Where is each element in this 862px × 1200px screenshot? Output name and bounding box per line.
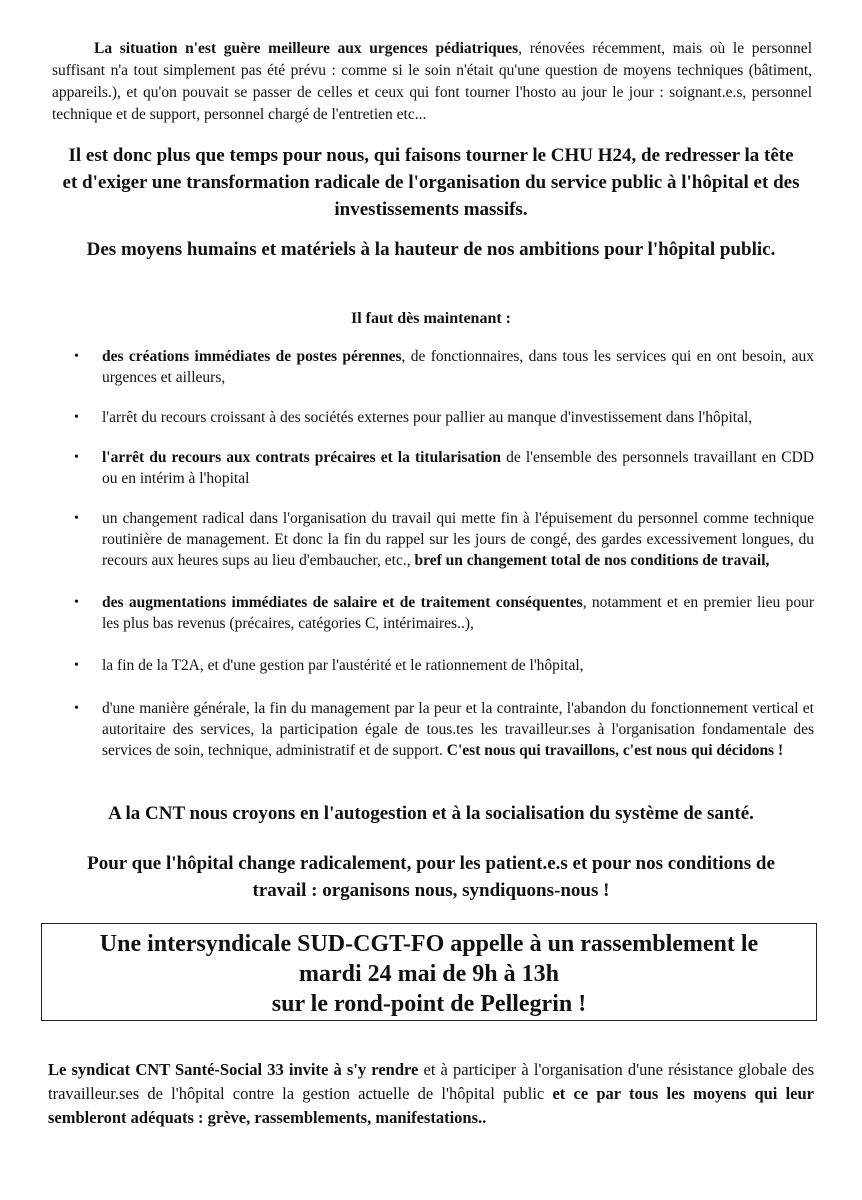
headline-means: Des moyens humains et matériels à la hauteur de nos ambitions pour l'hôpital public. (86, 239, 776, 260)
demand-bold: des augmentations immédiates de salaire et de traitement conséquentes (102, 594, 583, 611)
demand-item-external-companies (72, 407, 814, 428)
demand-text: un changement radical dans l'organisation du travail qui mette fin à l'épuisement du personnel comme technique routinière de management. Et donc la fin du rappel sur les jours de congé, des gardes excessivement longues, du recours aux heures sups au lieu d'embaucher, etc., (102, 510, 814, 569)
closing-text: et à participer à l'organisation d'une résistance globale des travailleur.ses de l'hôpital contre la gestion actuelle de l'hôpital public (48, 1060, 814, 1103)
rally-announcement-box (41, 923, 817, 1021)
demand-bold: l'arrêt du recours aux contrats précaires et la titularisation (102, 449, 502, 466)
bullet-icon: • (74, 595, 79, 610)
demand-text: , notamment et en premier lieu pour les plus bas revenus (précaires, catégories C, intérimaires..), (102, 594, 814, 632)
demand-item-precarious-contracts (72, 447, 814, 489)
demand-bold-tail: C'est nous qui travaillons, c'est nous qui décidons ! (446, 742, 784, 759)
organize-call: Pour que l'hôpital change radicalement, pour les patient.e.s et pour nos conditions de travail : organisons nous, syndiquons-nous ! (87, 853, 775, 901)
closing-bold-tail: et ce par tous les moyens qui leur sembleront adéquats : grève, rassemblements, manifestations.. (48, 1084, 814, 1127)
demand-item-permanent-posts (72, 346, 814, 388)
demand-text: de l'ensemble des personnels travaillant en CDD ou en intérim à l'hopital (102, 449, 815, 487)
demands-list (72, 346, 814, 761)
demand-bold: des créations immédiates de postes pérennes (102, 348, 402, 365)
intro-bold-lead: La situation n'est guère meilleure aux urgences pédiatriques (94, 40, 519, 57)
closing-paragraph (48, 1058, 814, 1130)
intro-text: , rénovées récemment, mais où le personnel suffisant n'a tout simplement pas été prévu : comme si le soin n'était qu'une question de moyens techniques (bâtiment, appareils.), et qu'on pouvait se passer de celles et ceux qui font tourner l'hosto au jour le jour : soignant.e.s, personnel technique et de support, personnel chargé de l'entretien etc... (52, 40, 812, 123)
demand-item-end-t2a (72, 655, 814, 676)
bullet-icon: • (74, 701, 79, 716)
bullet-icon: • (74, 349, 79, 364)
bullet-icon: • (74, 450, 79, 465)
demands-subheading: Il faut dès maintenant : (350, 310, 511, 327)
demand-text: l'arrêt du recours croissant à des sociétés externes pour pallier au manque d'investissement dans l'hôpital, (102, 409, 753, 426)
cnt-statement: A la CNT nous croyons en l'autogestion et à la socialisation du système de santé. (108, 803, 754, 824)
bullet-icon: • (74, 511, 79, 526)
rally-line-3: sur le rond-point de Pellegrin ! (271, 991, 587, 1017)
bullet-icon: • (74, 410, 79, 425)
closing-bold-lead: Le syndicat CNT Santé-Social 33 invite à s'y rendre (48, 1060, 419, 1079)
headline-demand-transformation: Il est donc plus que temps pour nous, qui faisons tourner le CHU H24, de redresser la tête et d'exiger une transformation radicale de l'organisation du service public à l'hôpital et des investissements massifs. (62, 145, 800, 220)
demand-item-salary-increases (72, 592, 814, 634)
rally-line-1: Une intersyndicale SUD-CGT-FO appelle à un rassemblement le (99, 931, 759, 957)
rally-line-2: mardi 24 mai de 9h à 13h (298, 961, 559, 987)
demand-text: la fin de la T2A, et d'une gestion par l'austérité et le rationnement de l'hôpital, (102, 657, 584, 674)
demand-bold-tail: bref un changement total de nos conditions de travail, (414, 552, 770, 569)
demand-item-end-fear-management (72, 698, 814, 761)
bullet-icon: • (74, 658, 79, 673)
demand-text: , de fonctionnaires, dans tous les services qui en ont besoin, aux urgences et ailleurs, (102, 348, 814, 386)
demand-item-work-organisation (72, 508, 814, 571)
demand-text: d'une manière générale, la fin du management par la peur et la contrainte, l'abandon du fonctionnement vertical et autoritaire des services, la participation égale de tous.tes les travailleur.ses à l'organisation fondamentale des services de soin, technique, administratif et de support. (102, 700, 814, 759)
intro-paragraph (52, 38, 812, 126)
